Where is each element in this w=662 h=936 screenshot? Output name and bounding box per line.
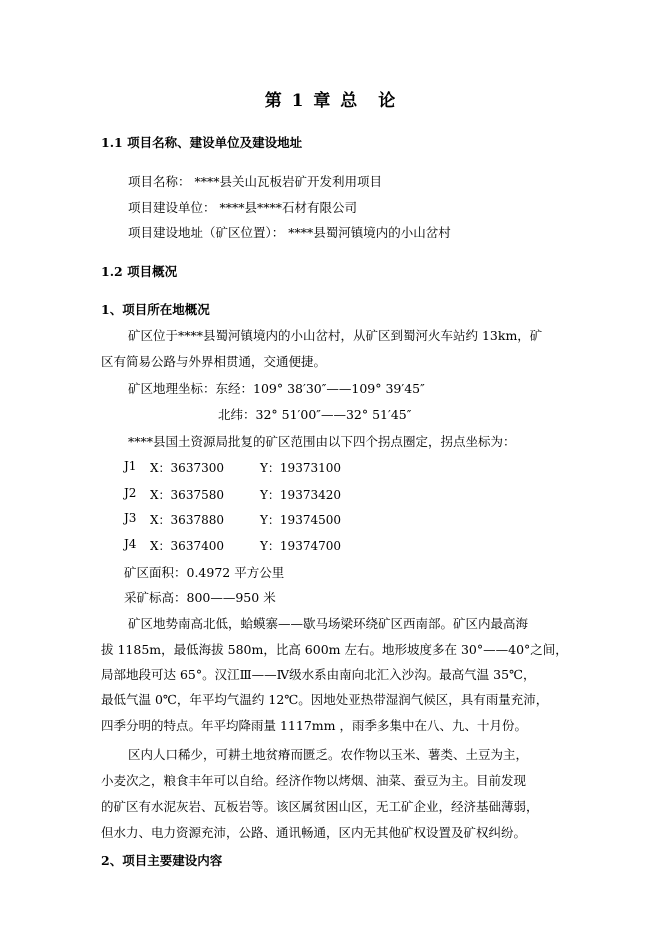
population-line: 的矿区有水泥灰岩、瓦板岩等。该区属贫困山区，无工矿企业，经济基础薄弱，	[101, 799, 539, 814]
point-y: Y：19373420	[260, 488, 342, 502]
geo-coord-north: 北纬：32° 51′00″——32° 51′45″	[218, 407, 412, 422]
chapter-title: 第 1 章 总 论	[264, 91, 398, 111]
mine-area: 矿区面积：0.4972 平方公里	[124, 565, 285, 580]
terrain-line: 拔 1185m，最低海拔 580m，比高 600m 左右。地形坡度多在 30°——40°之间，	[101, 642, 568, 657]
point-y: Y：19374700	[260, 539, 342, 553]
point-x: X：3637400	[150, 539, 224, 553]
point-y: Y：19374500	[260, 513, 342, 527]
boundary-intro: ****县国土资源局批复的矿区范围由以下四个拐点圈定，拐点坐标为：	[128, 434, 516, 449]
point-id: J2	[124, 486, 137, 500]
project-address: 项目建设地址（矿区位置）： ****县蜀河镇境内的小山岔村	[128, 225, 451, 240]
point-x: X：3637580	[150, 488, 224, 502]
point-id: J3	[124, 511, 137, 525]
section-heading-1-1: 1.1 项目名称、建设单位及建设地址	[101, 135, 303, 150]
location-line-2: 区有简易公路与外界相贯通，交通便捷。	[101, 354, 327, 369]
mining-elevation: 采矿标高：800——950 米	[124, 590, 276, 605]
point-id: J1	[124, 459, 137, 473]
point-id: J4	[124, 537, 137, 551]
project-name: 项目名称： ****县关山瓦板岩矿开发利用项目	[128, 174, 382, 189]
terrain-line: 四季分明的特点。年平均降雨量 1117mm ，雨季多集中在八、九、十月份。	[101, 718, 527, 733]
subsection-heading-1: 1、项目所在地概况	[101, 302, 210, 317]
terrain-line: 局部地段可达 65°。汉江Ⅲ——Ⅳ级水系由南向北汇入沙沟。最高气温 35℃，	[101, 667, 536, 682]
geo-coord-east: 矿区地理坐标：东经：109° 38′30″——109° 39′45″	[128, 381, 425, 396]
population-line: 但水力、电力资源充沛，公路、通讯畅通，区内无其他矿权设置及矿权纠纷。	[101, 825, 527, 840]
point-x: X：3637300	[150, 461, 224, 475]
location-line-1: 矿区位于****县蜀河镇境内的小山岔村，从矿区到蜀河火车站约 13km，矿	[128, 328, 543, 343]
terrain-line: 最低气温 0℃，年平均气温约 12℃。因地处亚热带湿润气候区，具有雨量充沛，	[101, 692, 549, 707]
population-line: 小麦次之，粮食丰年可以自给。经济作物以烤烟、油菜、蚕豆为主。目前发现	[101, 773, 527, 788]
population-line: 区内人口稀少，可耕土地贫瘠而匮乏。农作物以玉米、薯类、土豆为主，	[128, 747, 529, 762]
section-heading-1-2: 1.2 项目概况	[101, 264, 178, 279]
terrain-line: 矿区地势南高北低，蛤蟆寨——歇马场梁环绕矿区西南部。矿区内最高海	[128, 616, 529, 631]
point-y: Y：19373100	[260, 461, 342, 475]
project-unit: 项目建设单位： ****县****石材有限公司	[128, 200, 357, 215]
point-x: X：3637880	[150, 513, 224, 527]
subsection-heading-2: 2、项目主要建设内容	[101, 853, 223, 868]
